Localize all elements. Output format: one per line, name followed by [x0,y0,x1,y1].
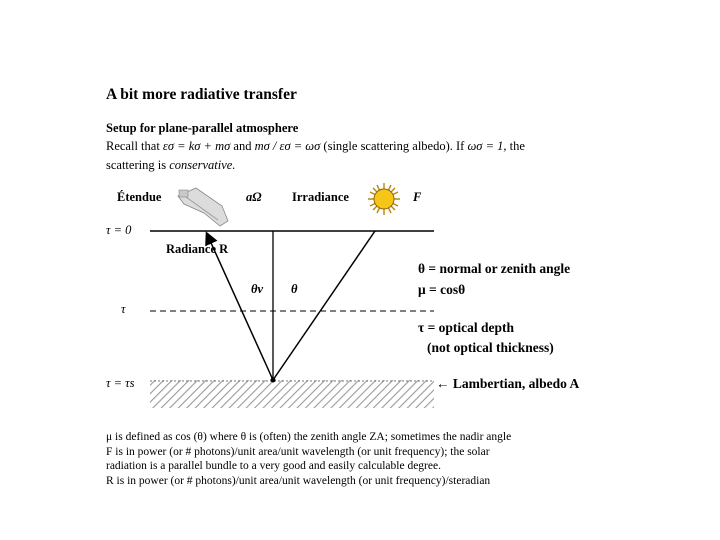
sun-icon [368,183,400,215]
equation-albedo: mσ / εσ = ωσ [254,139,321,153]
etendue-symbol: aΩ [246,190,262,204]
tau-mid-label: τ [121,302,126,316]
lambertian-surface [150,380,434,408]
page-title: A bit more radiative transfer [106,86,297,103]
footnote-line: F is in power (or # photons)/unit area/unit wavelength (or unit frequency); the solar [106,445,490,458]
footnotes [106,430,511,488]
conservative-word: conservative. [169,158,236,172]
etendue-label: Étendue [117,190,162,204]
recall-and: and [233,139,252,153]
tau-bottom-label: τ = τs [106,376,135,390]
recall-text-c: the [509,139,525,153]
theta-v-label: θv [251,282,264,296]
recall-text-d: scattering is [106,158,167,172]
tau-annotation-note: (not optical thickness) [427,340,554,355]
irradiance-label: Irradiance [292,190,349,204]
recall-text-b: (single scattering albedo). If [323,139,465,153]
equation-conservative: ωσ = 1, [467,139,507,153]
tau-annotation: τ = optical depth [418,320,515,335]
irradiance-ray [273,231,375,380]
reflection-point [271,378,276,383]
section-subtitle: Setup for plane-parallel atmosphere [106,121,299,135]
irradiance-symbol: F [413,190,422,204]
equation-extinction: εσ = kσ + mσ [162,139,231,153]
tau-top-label: τ = 0 [106,223,132,237]
theta-annotation: θ = normal or zenith angle [418,261,571,276]
footnote-line: R is in power (or # photons)/unit area/unit wavelength (or unit frequency)/steradian [106,474,491,487]
telescope-icon [178,188,228,226]
theta-label: θ [291,282,298,296]
radiance-label: Radiance R [166,242,229,256]
recall-text-a: Recall that [106,139,160,153]
mu-annotation: μ = cosθ [418,282,466,297]
footnote-line: μ is defined as cos (θ) where θ is (often) the zenith angle ZA; sometimes the nadir angle [106,431,512,443]
footnote-line: radiation is a parallel bundle to a very good and easily calculable degree. [106,460,441,472]
lambertian-annotation: ← Lambertian, albedo A [436,376,580,391]
